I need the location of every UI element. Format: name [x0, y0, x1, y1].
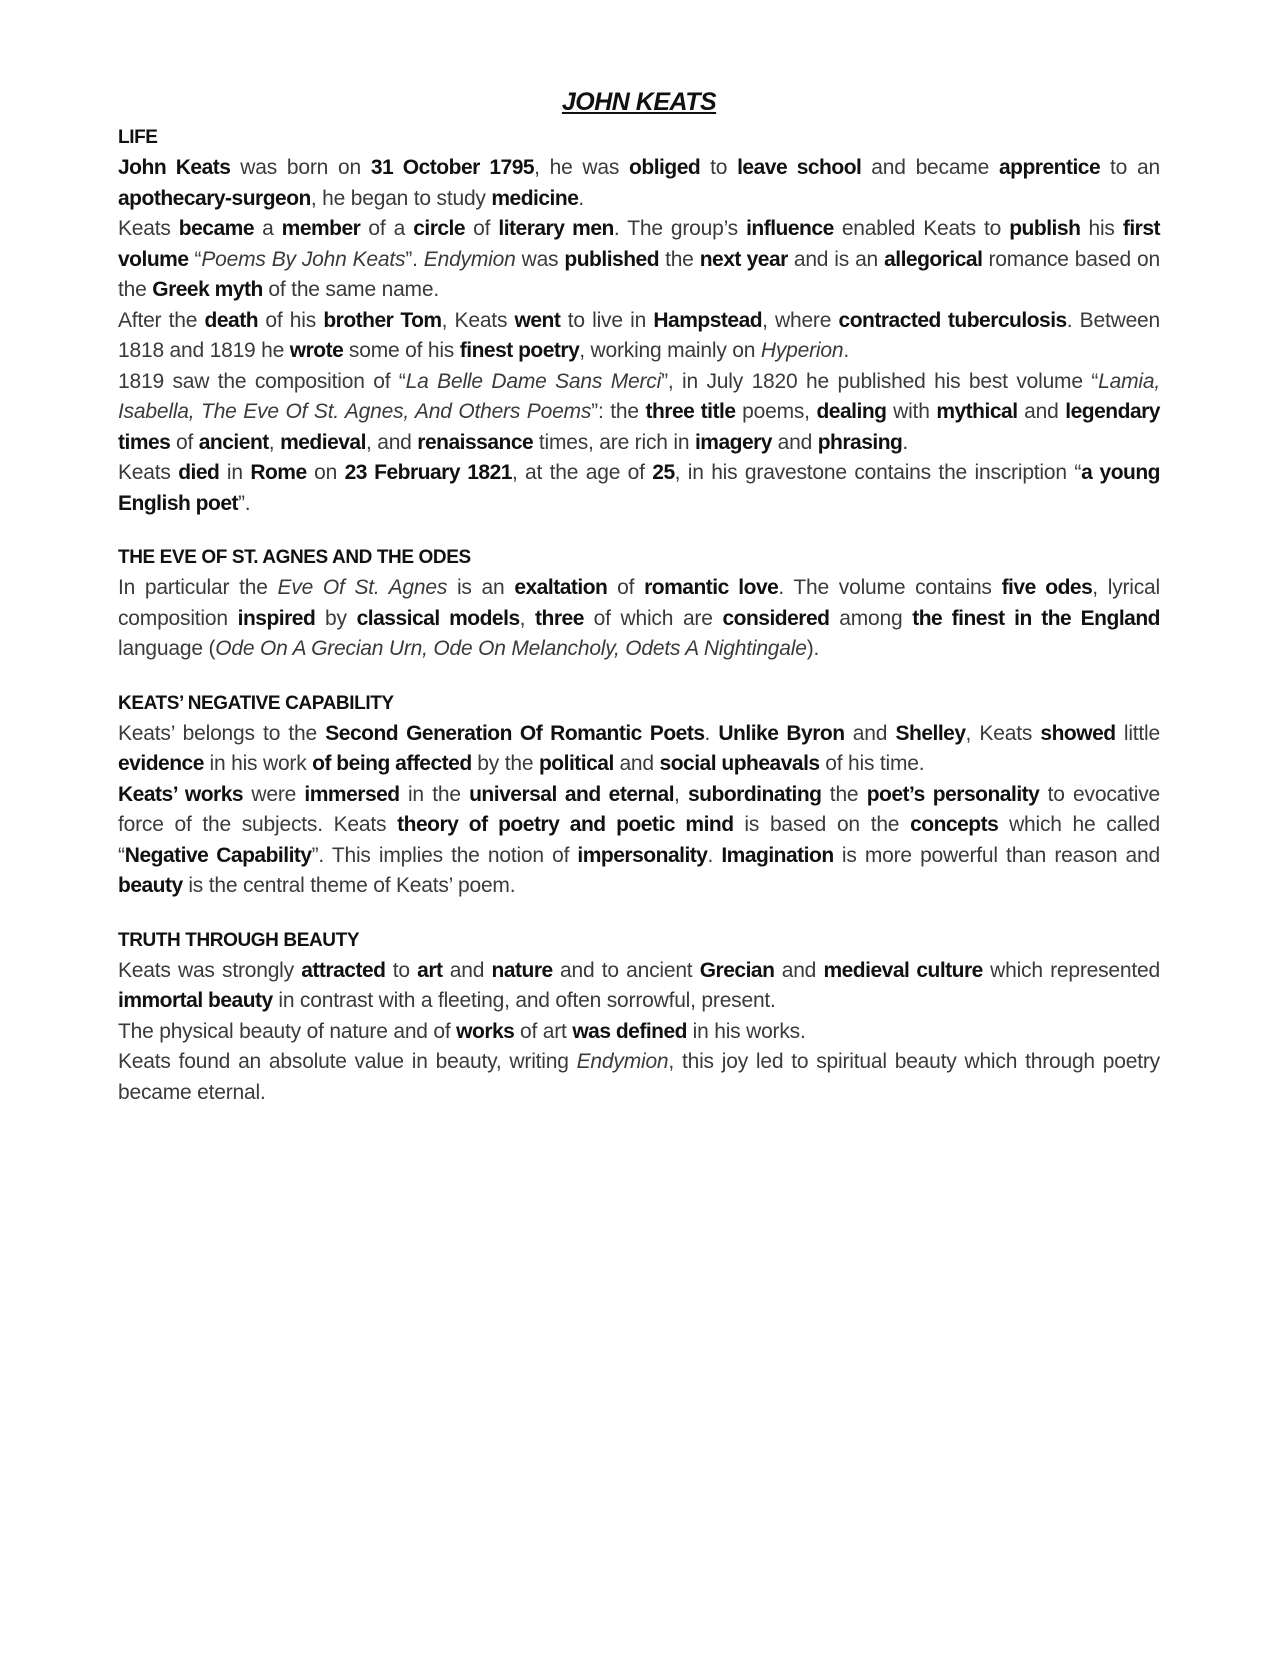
text-run: ”, in July 1820 he published his best volume “ [661, 369, 1099, 393]
emphasis-italic: Hyperion [760, 339, 844, 362]
emphasis-bold: leave school [737, 156, 862, 179]
text-run: in [219, 461, 251, 484]
text-run: of the same name. [262, 278, 439, 301]
emphasis-italic: Ode On A Grecian Urn, Ode On Melancholy, Odets A Nightingale [215, 637, 807, 660]
document-title: JOHN KEATS [561, 88, 717, 116]
emphasis-bold: immortal beauty [118, 989, 273, 1012]
emphasis-bold: exaltation [514, 576, 608, 599]
emphasis-bold: medicine [491, 186, 579, 210]
emphasis-bold: Keats’ works [118, 782, 244, 806]
emphasis-bold: beauty [118, 874, 183, 897]
emphasis-bold: nature [491, 958, 553, 982]
emphasis-bold: Imagination [721, 843, 834, 867]
text-run: on [306, 461, 345, 484]
text-run: some of his [343, 339, 460, 362]
emphasis-bold: Second Generation Of Romantic Poets [325, 721, 705, 745]
paragraph [118, 780, 1160, 902]
text-run: Keats found an absolute value in beauty, writing [118, 1050, 577, 1073]
text-run: which he called “ [118, 813, 1160, 867]
section-heading: TRUTH THROUGH BEAUTY [118, 929, 360, 951]
paragraph [118, 306, 1160, 367]
text-run: ”: the [591, 400, 646, 423]
text-run: . Between 1818 and 1819 he [118, 308, 1161, 362]
emphasis-bold: went [514, 308, 561, 332]
emphasis-bold: Grecian [699, 958, 775, 982]
emphasis-bold: Negative Capability [124, 843, 312, 867]
text-run: ”. This implies the notion of [311, 843, 578, 867]
emphasis-bold: universal and eternal [469, 782, 675, 806]
text-run: Keats was strongly [118, 958, 302, 982]
text-run: of a [360, 217, 414, 240]
emphasis-bold: apprentice [998, 156, 1101, 179]
text-run: , he began to study [310, 186, 492, 210]
text-run: among [829, 606, 913, 630]
text-run: , Keats [965, 721, 1041, 745]
emphasis-bold: three [535, 606, 584, 630]
emphasis-bold: member [281, 217, 361, 240]
text-run: of [465, 217, 499, 240]
emphasis-bold: obliged [629, 156, 701, 179]
emphasis-bold: poet’s personality [866, 782, 1040, 806]
text-run: . The volume contains [778, 576, 1002, 599]
text-run: is more powerful than reason and [833, 843, 1160, 867]
emphasis-bold: attracted [301, 958, 386, 982]
text-run: of [170, 430, 199, 454]
text-run: ”. [405, 247, 424, 271]
emphasis-bold: romantic love [644, 576, 779, 599]
text-run: . [902, 430, 909, 454]
text-run: poems, [735, 400, 817, 423]
text-run: and [442, 958, 492, 982]
text-run: the [821, 782, 867, 806]
text-run: and is an [787, 247, 885, 271]
emphasis-bold: publish [1009, 217, 1081, 240]
text-run: romance based on the [118, 247, 1160, 301]
emphasis-bold: published [564, 247, 660, 271]
emphasis-bold: five odes [1001, 576, 1093, 599]
text-run: and became [861, 156, 999, 179]
text-run: After the [118, 308, 205, 332]
section-heading: LIFE [118, 127, 158, 148]
text-run: . [704, 721, 719, 745]
text-run: . [707, 843, 722, 867]
text-run: Keats’ belongs to the [118, 721, 326, 745]
text-run: was born on [230, 156, 371, 179]
emphasis-italic: Eve Of St. Agnes [277, 576, 448, 599]
emphasis-bold: contracted tuberculosis [838, 308, 1067, 332]
text-run: , [268, 430, 281, 454]
paragraph [118, 956, 1160, 1017]
emphasis-bold: phrasing [817, 430, 903, 454]
paragraph [118, 1047, 1160, 1108]
paragraph [118, 367, 1160, 459]
emphasis-bold: Rome [250, 461, 307, 484]
emphasis-italic: Lamia, Isabella, The Eve Of St. Agnes, And Others Poems [118, 369, 1160, 423]
emphasis-bold: evidence [118, 752, 204, 775]
text-run: , he was [534, 156, 630, 179]
text-run: and [613, 752, 660, 775]
emphasis-italic: La Belle Dame Sans Merci [405, 369, 662, 393]
text-run: in his works. [687, 1019, 806, 1043]
emphasis-bold: showed [1040, 721, 1116, 745]
text-run: enabled Keats to [833, 217, 1010, 240]
text-run: of [607, 576, 645, 599]
text-run: to [385, 958, 418, 982]
text-run: Keats [118, 461, 179, 484]
emphasis-italic: Endymion [576, 1050, 669, 1073]
document-page [118, 88, 1160, 1108]
text-run: , at the age of [511, 461, 653, 484]
text-run: . [843, 339, 849, 362]
emphasis-bold: circle [413, 217, 466, 240]
emphasis-bold: brother Tom [323, 308, 442, 332]
text-run: and [844, 721, 896, 745]
text-run: little [1115, 721, 1160, 745]
text-run: , lyrical composition [118, 576, 1160, 630]
text-run: were [243, 782, 305, 806]
text-run: and [771, 430, 818, 454]
text-run: times, are rich in [533, 430, 695, 454]
emphasis-bold: of being affected [312, 752, 472, 775]
emphasis-bold: impersonality [577, 843, 708, 867]
text-run: by the [471, 752, 539, 775]
text-run: of art [514, 1019, 573, 1043]
section-heading: THE EVE OF ST. AGNES AND THE ODES [118, 547, 471, 568]
emphasis-bold: dealing [816, 400, 887, 423]
emphasis-bold: art [417, 958, 443, 982]
text-run: , [674, 782, 688, 806]
emphasis-bold: Hampstead [653, 308, 763, 332]
emphasis-bold: medieval [280, 430, 366, 454]
paragraph [118, 573, 1160, 665]
emphasis-bold: became [178, 217, 254, 240]
text-run: 1819 saw the composition of “ [118, 369, 406, 393]
emphasis-bold: literary men [498, 217, 614, 240]
text-run: is based on the [733, 813, 911, 836]
text-run: with [886, 400, 937, 423]
emphasis-bold: allegorical [884, 247, 983, 271]
paragraph [118, 719, 1160, 780]
text-run: in contrast with a fleeting, and often sorrowful, present. [272, 989, 776, 1012]
emphasis-bold: death [204, 308, 259, 332]
text-run: and [1017, 400, 1066, 423]
text-run: a [254, 217, 282, 240]
emphasis-bold: died [178, 461, 220, 484]
text-run: is the central theme of Keats’ poem. [182, 874, 516, 897]
text-run: . [578, 186, 585, 210]
emphasis-bold: first volume [118, 217, 1161, 271]
text-run: The physical beauty of nature and of [118, 1019, 457, 1043]
text-run: , Keats [441, 308, 515, 332]
emphasis-bold: three title [645, 400, 736, 423]
text-run: ). [806, 637, 820, 660]
text-run: , [519, 606, 536, 630]
emphasis-bold: John Keats [118, 156, 231, 179]
text-run: ”. [238, 491, 251, 515]
emphasis-bold: classical models [356, 606, 520, 630]
emphasis-bold: apothecary-surgeon [118, 186, 311, 210]
emphasis-italic: Poems By John Keats [201, 247, 406, 271]
text-run: which represented [982, 958, 1160, 982]
text-run: “ [188, 247, 202, 271]
text-run: to [700, 156, 738, 179]
text-run: , this joy led to spiritual beauty which through poetry became eternal. [118, 1050, 1160, 1104]
document-body [118, 123, 1160, 1108]
emphasis-bold: a young English poet [118, 461, 1160, 515]
emphasis-italic: Endymion [423, 247, 516, 271]
text-run: was [515, 247, 565, 271]
text-run: language ( [118, 637, 216, 660]
text-run: is an [447, 576, 515, 599]
paragraph [118, 153, 1160, 214]
emphasis-bold: Shelley [895, 721, 966, 745]
emphasis-bold: wrote [289, 339, 344, 362]
text-run: , where [762, 308, 839, 332]
emphasis-bold: medieval culture [823, 958, 983, 982]
emphasis-bold: subordinating [688, 782, 822, 806]
text-run: by [315, 606, 357, 630]
emphasis-bold: 25 [652, 461, 675, 484]
section [118, 926, 1160, 1109]
section-heading: KEATS’ NEGATIVE CAPABILITY [118, 692, 394, 714]
paragraph [118, 1017, 1160, 1048]
emphasis-bold: immersed [304, 782, 400, 806]
emphasis-bold: social upheavals [659, 752, 820, 775]
emphasis-bold: inspired [237, 606, 316, 630]
text-run: of his [258, 308, 324, 332]
text-run: In particular the [118, 576, 278, 599]
emphasis-bold: the finest in the England [912, 606, 1160, 630]
emphasis-bold: 31 October 1795 [370, 156, 535, 179]
emphasis-bold: concepts [910, 813, 999, 836]
paragraph [118, 214, 1160, 306]
text-run: to an [1100, 156, 1160, 179]
emphasis-bold: Greek myth [152, 278, 263, 301]
emphasis-bold: works [456, 1019, 515, 1043]
emphasis-bold: ancient [198, 430, 269, 454]
emphasis-bold: theory of poetry and poetic mind [397, 813, 734, 836]
section [118, 123, 1160, 519]
emphasis-bold: considered [722, 606, 830, 630]
emphasis-bold: legendary times [118, 400, 1160, 454]
text-run: in his work [203, 752, 313, 775]
emphasis-bold: mythical [936, 400, 1018, 423]
text-run: to evocative force of the subjects. Keats [118, 782, 1160, 836]
text-run: the [659, 247, 700, 271]
emphasis-bold: imagery [694, 430, 772, 454]
section [118, 543, 1160, 665]
emphasis-bold: finest poetry [459, 339, 580, 362]
text-run: and [774, 958, 824, 982]
text-run: Keats [118, 217, 179, 240]
text-run: , in his gravestone contains the inscription “ [674, 461, 1082, 484]
text-run: to live in [560, 308, 654, 332]
paragraph [118, 458, 1160, 519]
text-run: . The group’s [613, 217, 747, 240]
emphasis-bold: 23 February 1821 [344, 461, 512, 484]
text-run: of his time. [819, 752, 925, 775]
text-run: , and [365, 430, 418, 454]
emphasis-bold: political [538, 752, 614, 775]
emphasis-bold: next year [699, 247, 788, 271]
text-run: , working mainly on [579, 339, 761, 362]
emphasis-bold: renaissance [417, 430, 534, 454]
text-run: in the [399, 782, 470, 806]
emphasis-bold: was defined [572, 1019, 688, 1043]
text-run: his [1080, 217, 1123, 240]
text-run: of which are [583, 606, 723, 630]
section [118, 689, 1160, 902]
text-run: and to ancient [552, 958, 700, 982]
emphasis-bold: influence [746, 217, 834, 240]
emphasis-bold: Unlike Byron [718, 721, 845, 745]
